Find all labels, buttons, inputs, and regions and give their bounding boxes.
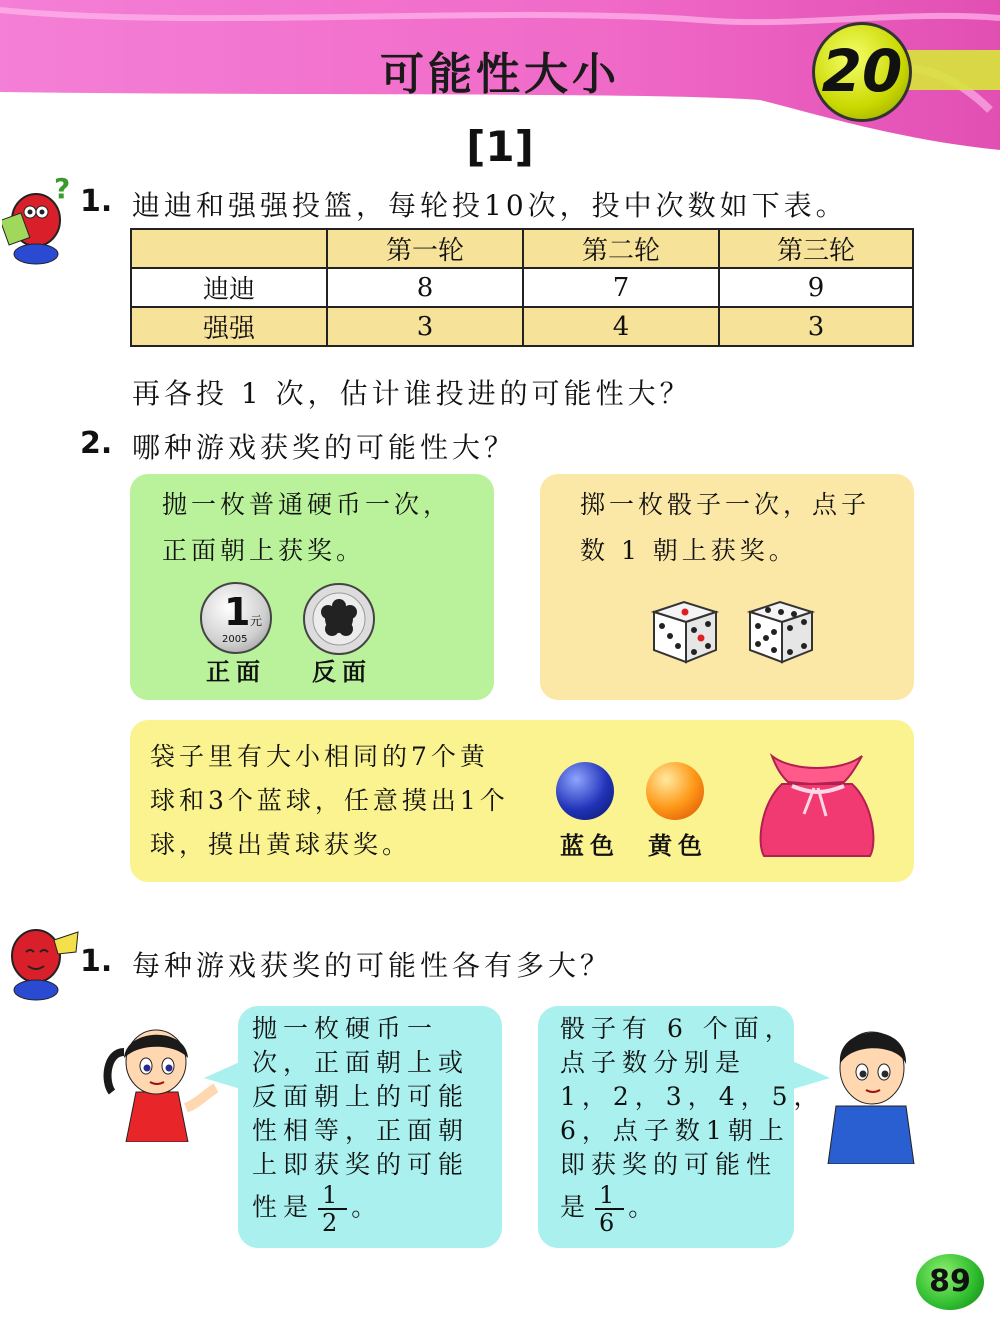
bubble-line: 抛一枚硬币一 — [252, 1014, 439, 1043]
table-header-cell: 第二轮 — [523, 229, 719, 268]
question-text: 迪迪和强强投篮，每轮投10次，投中次数如下表。 — [132, 189, 848, 222]
table-row — [131, 268, 913, 307]
question-followup: 再各投 1 次，估计谁投进的可能性大？ — [132, 377, 692, 410]
bag-icon — [752, 742, 882, 860]
fraction-denominator: 2 — [322, 1209, 344, 1237]
ball-game-line: 球和3个蓝球，任意摸出1个 — [150, 786, 509, 815]
blue-ball-label: 蓝色 — [560, 831, 620, 860]
page-title: 可能性大小 — [380, 49, 620, 100]
table-cell: 9 — [719, 268, 913, 307]
bubble-fraction-line — [560, 1182, 659, 1236]
fraction — [595, 1182, 624, 1236]
dice-game-line: 掷一枚骰子一次，点子 — [580, 490, 871, 519]
fraction-prefix: 性是 — [252, 1192, 315, 1222]
page-number: 89 — [916, 1254, 984, 1310]
blue-ball-icon — [556, 762, 614, 820]
fraction-numerator: 1 — [318, 1182, 347, 1210]
table-cell: 3 — [327, 307, 523, 346]
section-label: [1] — [466, 122, 534, 171]
bubble-line: 点子数分别是 — [560, 1048, 747, 1077]
dice-game-line: 数 1 朝上获奖。 — [580, 536, 798, 565]
coin-unit: 元 — [250, 614, 263, 628]
table-header-cell: 第三轮 — [719, 229, 913, 268]
fraction-suffix: 。 — [351, 1192, 383, 1222]
dice-icon — [650, 598, 720, 666]
table-header-cell: 第一轮 — [327, 229, 523, 268]
bubble-fraction-line — [252, 1182, 382, 1236]
table-row-name: 迪迪 — [131, 268, 327, 307]
table-cell: 4 — [523, 307, 719, 346]
question-number: 2. — [80, 426, 113, 461]
coin-game-line: 抛一枚普通硬币一次， — [162, 490, 453, 519]
table-header-cell — [131, 229, 327, 268]
bubble-line: 性相等，正面朝 — [252, 1116, 470, 1145]
bubble-line: 上即获奖的可能 — [252, 1150, 470, 1179]
table-cell: 3 — [719, 307, 913, 346]
yellow-ball-label: 黄色 — [648, 831, 708, 860]
answer-text: 每种游戏获奖的可能性各有多大？ — [132, 949, 613, 982]
question-text: 哪种游戏获奖的可能性大？ — [132, 431, 517, 464]
coin-front-label: 正面 — [206, 657, 266, 686]
mascot-answer-icon — [2, 910, 82, 1002]
answer-number: 1. — [80, 944, 113, 979]
ball-game-line: 球，摸出黄球获奖。 — [150, 830, 412, 859]
fraction-numerator: 1 — [595, 1182, 624, 1210]
bubble-line: 即获奖的可能性 — [560, 1150, 778, 1179]
bubble-tail — [204, 1060, 244, 1090]
svg-text:?: ? — [54, 176, 71, 205]
fraction-denominator: 6 — [599, 1209, 621, 1237]
fraction — [318, 1182, 347, 1236]
bubble-line: 反面朝上的可能 — [252, 1082, 470, 1111]
coin-game-line: 正面朝上获奖。 — [162, 536, 366, 565]
fraction-prefix: 是 — [560, 1192, 592, 1222]
bubble-line: 骰子有 6 个面， — [560, 1014, 796, 1043]
table-cell: 8 — [327, 268, 523, 307]
ball-game-line: 袋子里有大小相同的7个黄 — [150, 742, 489, 771]
yellow-ball-icon — [646, 762, 704, 820]
table-row — [131, 307, 913, 346]
coin-value: 1 — [224, 590, 251, 634]
fraction-suffix: 。 — [628, 1192, 660, 1222]
coin-back-icon — [302, 582, 376, 656]
table-row-name: 强强 — [131, 307, 327, 346]
table-header-row — [131, 229, 913, 268]
bubble-line: 次，正面朝上或 — [252, 1048, 470, 1077]
bubble-line: 6，点子数1朝上 — [560, 1116, 790, 1145]
score-table — [130, 228, 914, 347]
mascot-thinking-icon — [2, 176, 72, 268]
coin-back-label: 反面 — [312, 657, 372, 686]
dice-icon — [746, 598, 816, 666]
chapter-badge: 20 — [812, 22, 912, 122]
table-cell: 7 — [523, 268, 719, 307]
question-number: 1. — [80, 184, 113, 219]
coin-year: 2005 — [222, 634, 248, 645]
bubble-line: 1，2，3，4，5， — [560, 1082, 825, 1111]
boy-avatar — [818, 1014, 928, 1164]
